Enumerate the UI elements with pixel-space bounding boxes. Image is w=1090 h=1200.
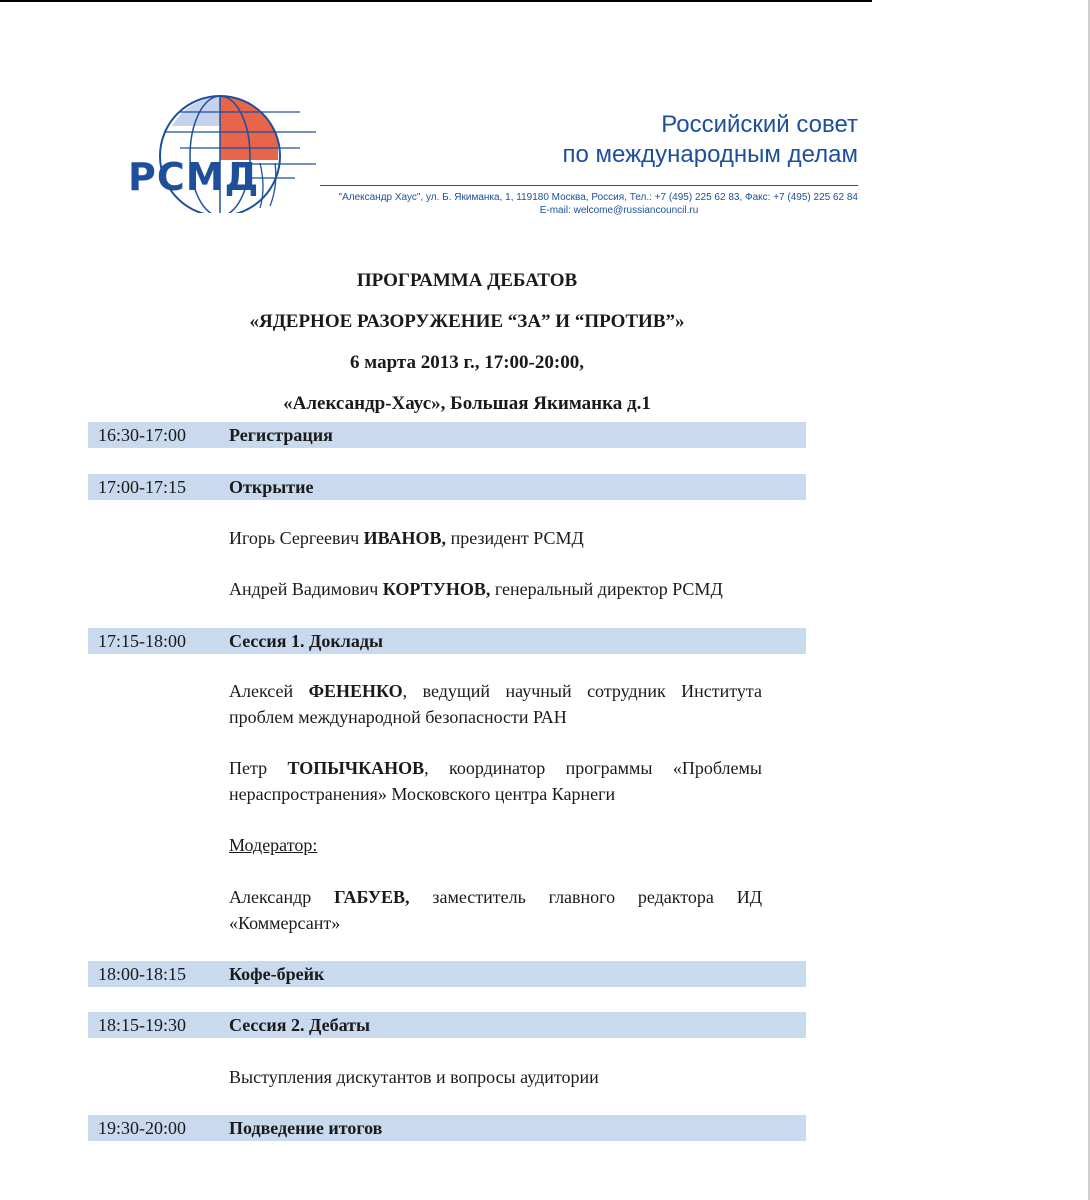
row-time: 17:00-17:15	[98, 477, 186, 497]
row-time: 18:15-19:30	[98, 1015, 186, 1035]
speaker-kortunov	[229, 576, 762, 602]
speaker-role: заместитель главного редактора ИД «Коммерсант»	[229, 887, 762, 933]
row-time: 17:15-18:00	[98, 631, 186, 651]
schedule-row-coffee-break	[88, 961, 806, 987]
org-name-line2: по международным делам	[562, 141, 858, 168]
row-time: 19:30-20:00	[98, 1118, 186, 1138]
row-time: 16:30-17:00	[98, 425, 186, 445]
speaker-surname: ТОПЫЧКАНОВ	[287, 758, 425, 778]
speaker-surname: ФЕНЕНКО	[308, 681, 403, 701]
speaker-gabuev	[229, 884, 762, 936]
moderator-label-text: Модератор:	[229, 835, 318, 855]
speaker-first-name: Александр	[229, 887, 335, 907]
email-text: E-mail: welcome@russiancouncil.ru	[539, 205, 699, 216]
organization-name	[563, 110, 859, 170]
row-title: Подведение итогов	[229, 1118, 383, 1138]
org-name-line1: Российский совет	[661, 111, 858, 138]
row-time: 18:00-18:15	[98, 964, 186, 984]
schedule-row-registration	[88, 422, 806, 448]
schedule-row-summary	[88, 1115, 806, 1141]
title-line-1: ПРОГРАММА ДЕБАТОВ	[356, 270, 578, 291]
speaker-fenenko	[229, 678, 762, 730]
speaker-role: , ведущий научный сотрудник Института проблем международной безопасности РАН	[229, 681, 762, 727]
schedule-row-session-1	[88, 628, 806, 654]
speaker-surname: ИВАНОВ,	[363, 528, 447, 548]
speaker-role: президент РСМД	[446, 528, 584, 548]
speaker-first-name: Петр	[229, 758, 288, 778]
title-line-2: «ЯДЕРНОЕ РАЗОРУЖЕНИЕ “ЗА” И “ПРОТИВ”»	[249, 311, 685, 332]
logo-text: РСМД	[128, 155, 260, 199]
row-title: Сессия 2. Дебаты	[229, 1015, 371, 1035]
speaker-surname: ГАБУЕВ,	[334, 887, 410, 907]
row-title: Открытие	[229, 477, 314, 497]
speaker-surname: КОРТУНОВ,	[382, 579, 491, 599]
top-rule	[0, 0, 872, 2]
schedule-row-opening	[88, 474, 806, 500]
speaker-role: генеральный директор РСМД	[490, 579, 723, 599]
title-line-4: «Александр-Хаус», Большая Якиманка д.1	[283, 393, 651, 414]
row-title: Кофе-брейк	[229, 964, 325, 984]
description-text: Выступления дискутантов и вопросы аудитории	[229, 1067, 599, 1087]
rsmd-logo	[120, 88, 320, 213]
speaker-first-name: Алексей	[229, 681, 309, 701]
schedule-row-session-2	[88, 1012, 806, 1038]
speaker-first-name: Игорь Сергеевич	[229, 528, 364, 548]
moderator-label	[229, 832, 762, 858]
header-divider	[320, 185, 858, 186]
row-title: Сессия 1. Доклады	[229, 631, 384, 651]
address-text: "Александр Хаус", ул. Б. Якиманка, 1, 119180 Москва, Россия, Тел.: +7 (495) 225 62 83, Факс: +7 (495) 225 62 84	[338, 192, 858, 203]
contact-info	[320, 191, 858, 217]
row-title: Регистрация	[229, 425, 333, 445]
speaker-first-name: Андрей Вадимович	[229, 579, 383, 599]
speaker-role: , координатор программы «Проблемы нераспространения» Московского центра Карнеги	[229, 758, 762, 804]
speaker-topychkanov	[229, 755, 762, 807]
document-title-block	[0, 260, 934, 424]
session-2-description	[229, 1064, 762, 1090]
title-line-3: 6 марта 2013 г., 17:00-20:00,	[350, 352, 584, 373]
speaker-ivanov	[229, 525, 762, 551]
